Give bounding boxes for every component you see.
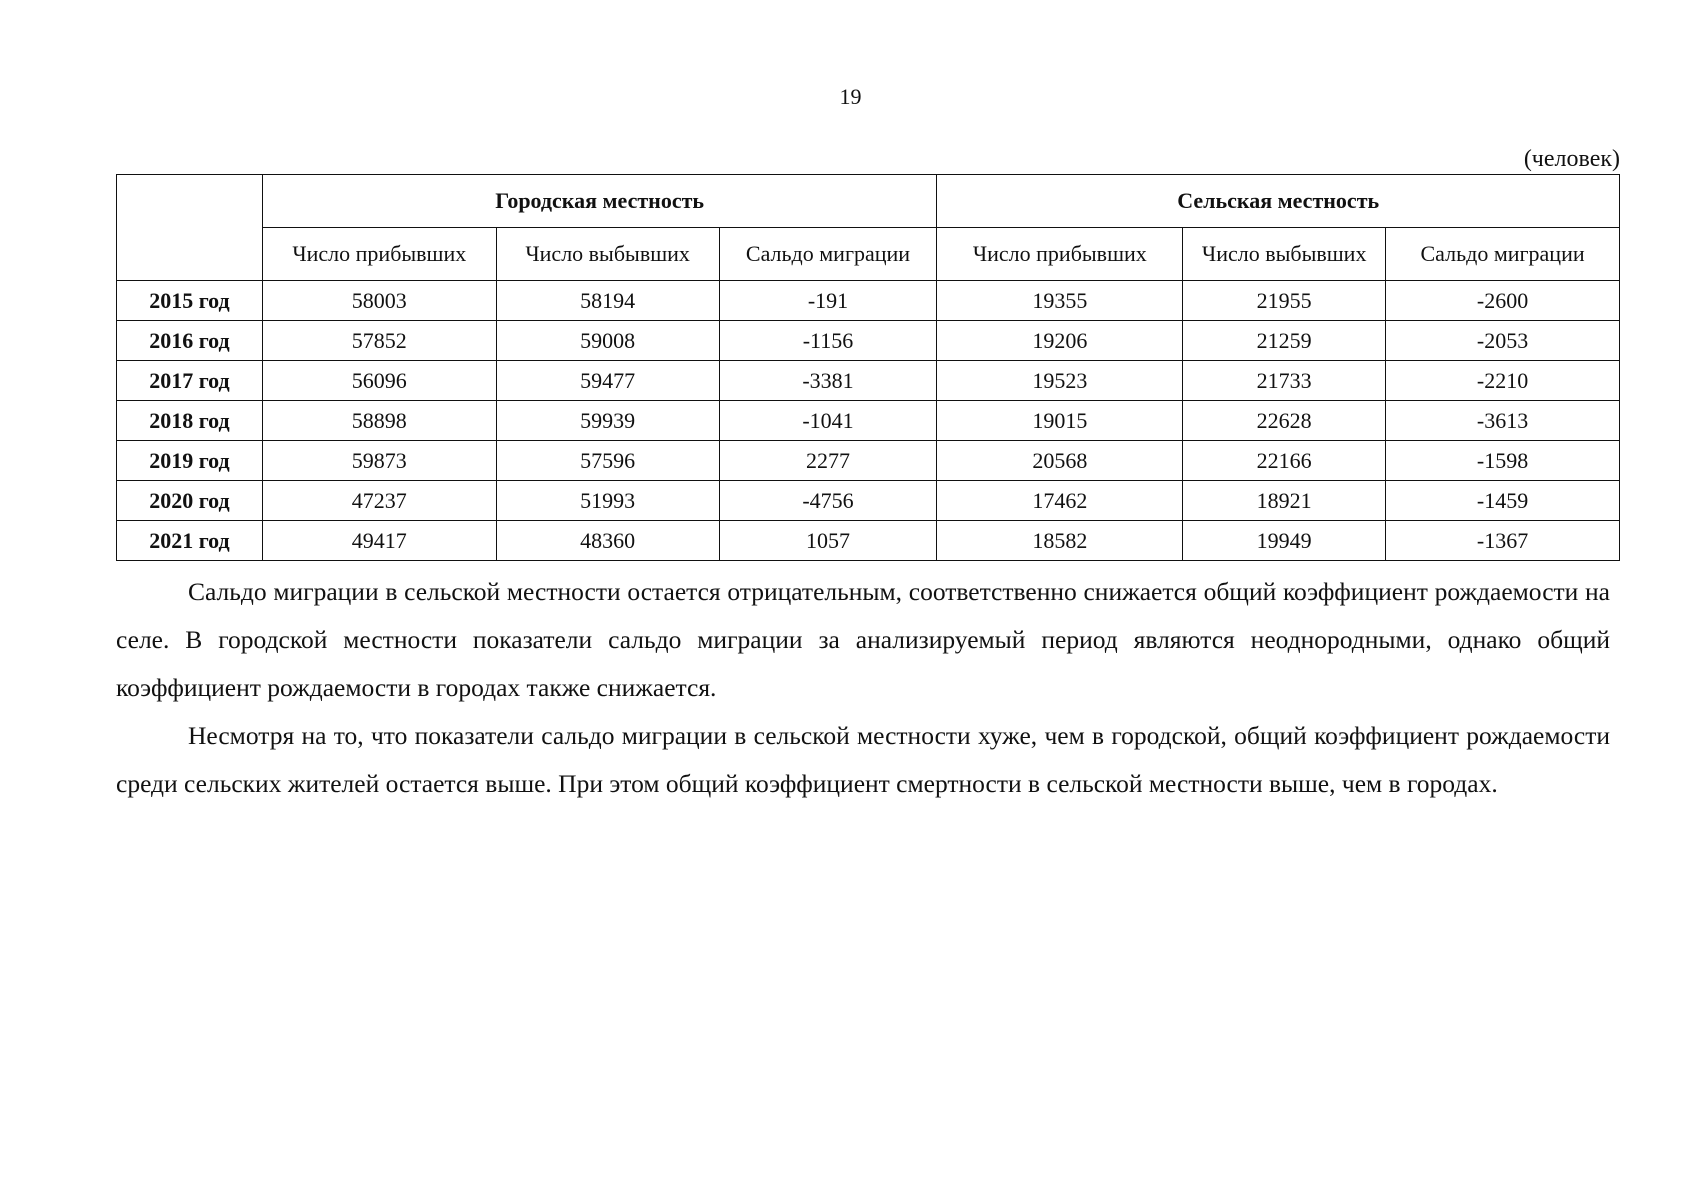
- column-header-urban-net-migration: Сальдо миграции: [719, 228, 937, 281]
- table-cell: 21259: [1183, 321, 1386, 361]
- table-cell: -2053: [1386, 321, 1620, 361]
- table-cell: 21955: [1183, 281, 1386, 321]
- table-cell: 19355: [937, 281, 1183, 321]
- table-cell: 49417: [262, 521, 496, 561]
- body-text: [116, 568, 1610, 808]
- table-cell: 59477: [496, 361, 719, 401]
- table-body: [117, 281, 1620, 561]
- table-cell: 22166: [1183, 441, 1386, 481]
- table-cell: 19949: [1183, 521, 1386, 561]
- column-header-rural-arrived: Число прибывших: [937, 228, 1183, 281]
- row-year-label: 2015 год: [117, 281, 263, 321]
- table-cell: 18582: [937, 521, 1183, 561]
- table-cell: -1156: [719, 321, 937, 361]
- table-cell: 57852: [262, 321, 496, 361]
- row-year-label: 2020 год: [117, 481, 263, 521]
- unit-note: (человек): [1523, 146, 1620, 172]
- table-cell: 1057: [719, 521, 937, 561]
- table-cell: -3613: [1386, 401, 1620, 441]
- paragraph: Несмотря на то, что показатели сальдо миграции в сельской местности хуже, чем в городской, общий коэффициент рождаемости среди сельских жителей остается выше. При этом общий коэффициент смертности в сельской местности выше, чем в городах.: [116, 721, 1610, 798]
- column-header-urban-departed: Число выбывших: [496, 228, 719, 281]
- table-cell: -1598: [1386, 441, 1620, 481]
- table-cell: 19523: [937, 361, 1183, 401]
- table-cell: 56096: [262, 361, 496, 401]
- table-cell: 51993: [496, 481, 719, 521]
- table-cell: 57596: [496, 441, 719, 481]
- row-year-label: 2019 год: [117, 441, 263, 481]
- table-row: [117, 281, 1620, 321]
- table-cell: 19206: [937, 321, 1183, 361]
- table-row: [117, 321, 1620, 361]
- row-year-label: 2021 год: [117, 521, 263, 561]
- table-cell: 58003: [262, 281, 496, 321]
- table-cell: 59873: [262, 441, 496, 481]
- table-row: [117, 481, 1620, 521]
- column-header-rural-net-migration: Сальдо миграции: [1386, 228, 1620, 281]
- table-cell: 17462: [937, 481, 1183, 521]
- table-subheader-row: [117, 228, 1620, 281]
- table-cell: -1041: [719, 401, 937, 441]
- page-number: 19: [839, 84, 862, 109]
- row-year-label: 2018 год: [117, 401, 263, 441]
- paragraph: Сальдо миграции в сельской местности остается отрицательным, соответственно снижается общий коэффициент рождаемости на селе. В городской местности показатели сальдо миграции за анализируемый период являются неоднородными, однако общий коэффициент рождаемости в городах также снижается.: [116, 577, 1610, 702]
- row-year-label: 2017 год: [117, 361, 263, 401]
- table-cell: 2277: [719, 441, 937, 481]
- table-row: [117, 401, 1620, 441]
- table-cell: -2210: [1386, 361, 1620, 401]
- table-row: [117, 441, 1620, 481]
- table-cell: 19015: [937, 401, 1183, 441]
- table-row: [117, 361, 1620, 401]
- table-cell: 59008: [496, 321, 719, 361]
- table-cell: -3381: [719, 361, 937, 401]
- table-cell: -2600: [1386, 281, 1620, 321]
- row-year-label: 2016 год: [117, 321, 263, 361]
- table-cell: -1367: [1386, 521, 1620, 561]
- column-header-rural-departed: Число выбывших: [1183, 228, 1386, 281]
- table-cell: 21733: [1183, 361, 1386, 401]
- table-corner-cell: [117, 175, 263, 281]
- group-header-urban: Городская местность: [262, 175, 937, 228]
- table-cell: 22628: [1183, 401, 1386, 441]
- group-header-rural: Сельская местность: [937, 175, 1620, 228]
- table-cell: 59939: [496, 401, 719, 441]
- table-cell: 18921: [1183, 481, 1386, 521]
- table-cell: 48360: [496, 521, 719, 561]
- table-cell: 58194: [496, 281, 719, 321]
- table-cell: 58898: [262, 401, 496, 441]
- table-group-header-row: [117, 175, 1620, 228]
- table-cell: 47237: [262, 481, 496, 521]
- table-cell: -4756: [719, 481, 937, 521]
- table-cell: -191: [719, 281, 937, 321]
- table-cell: -1459: [1386, 481, 1620, 521]
- table-cell: 20568: [937, 441, 1183, 481]
- column-header-urban-arrived: Число прибывших: [262, 228, 496, 281]
- migration-table: [116, 174, 1620, 561]
- table-row: [117, 521, 1620, 561]
